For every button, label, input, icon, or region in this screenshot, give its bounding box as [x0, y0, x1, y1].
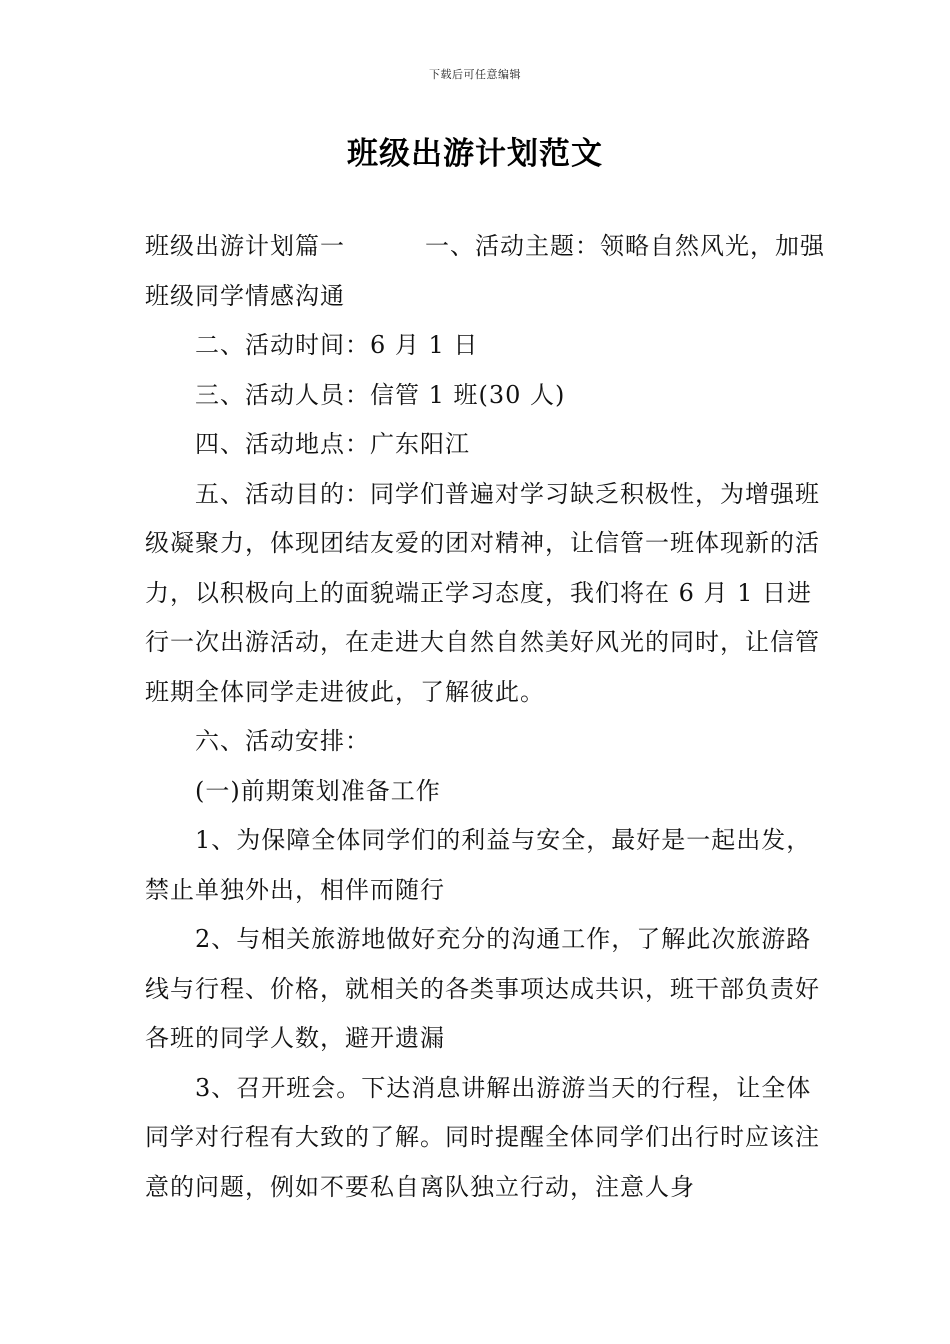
paragraph-item-2: 2、与相关旅游地做好充分的沟通工作，了解此次旅游路线与行程、价格，就相关的各类事项达成共识，班干部负责好各班的同学人数，避开遗漏 [145, 925, 820, 1052]
paragraph-preparation: (一)前期策划准备工作 [195, 776, 441, 805]
paragraph-item-1: 1、为保障全体同学们的利益与安全，最好是一起出发，禁止单独外出，相伴而随行 [145, 826, 812, 904]
paragraph-theme [145, 222, 825, 321]
document-body [145, 222, 825, 1212]
paragraph-theme-text: 一、活动主题：领略自然风光，加强班级同学情感沟通 [145, 232, 825, 310]
paragraph-purpose: 五、活动目的：同学们普遍对学习缺乏积极性，为增强班级凝聚力，体现团结友爱的团对精神，让信管一班体现新的活力，以积极向上的面貌端正学习态度，我们将在 6 月 1 日进行一次出游活动，在走进大自然自然美好风光的同时，让信管班期全体同学走进彼此，了解彼此。 [145, 479, 820, 706]
paragraph-people: 三、活动人员：信管 1 班(30 人) [195, 380, 566, 409]
page-title: 班级出游计划范文 [347, 136, 603, 172]
paragraph-location: 四、活动地点：广东阳江 [195, 430, 470, 458]
paragraph-time: 二、活动时间：6 月 1 日 [195, 331, 479, 359]
paragraph-arrangement: 六、活动安排： [195, 727, 370, 755]
paragraph-item-3: 3、召开班会。下达消息讲解出游游当天的行程，让全体同学对行程有大致的了解。同时提醒全体同学们出行时应该注意的问题，例如不要私自离队独立行动，注意人身 [145, 1073, 820, 1201]
header-note: 下载后可任意编辑 [429, 68, 521, 81]
intro-label: 班级出游计划篇一 [145, 232, 345, 260]
